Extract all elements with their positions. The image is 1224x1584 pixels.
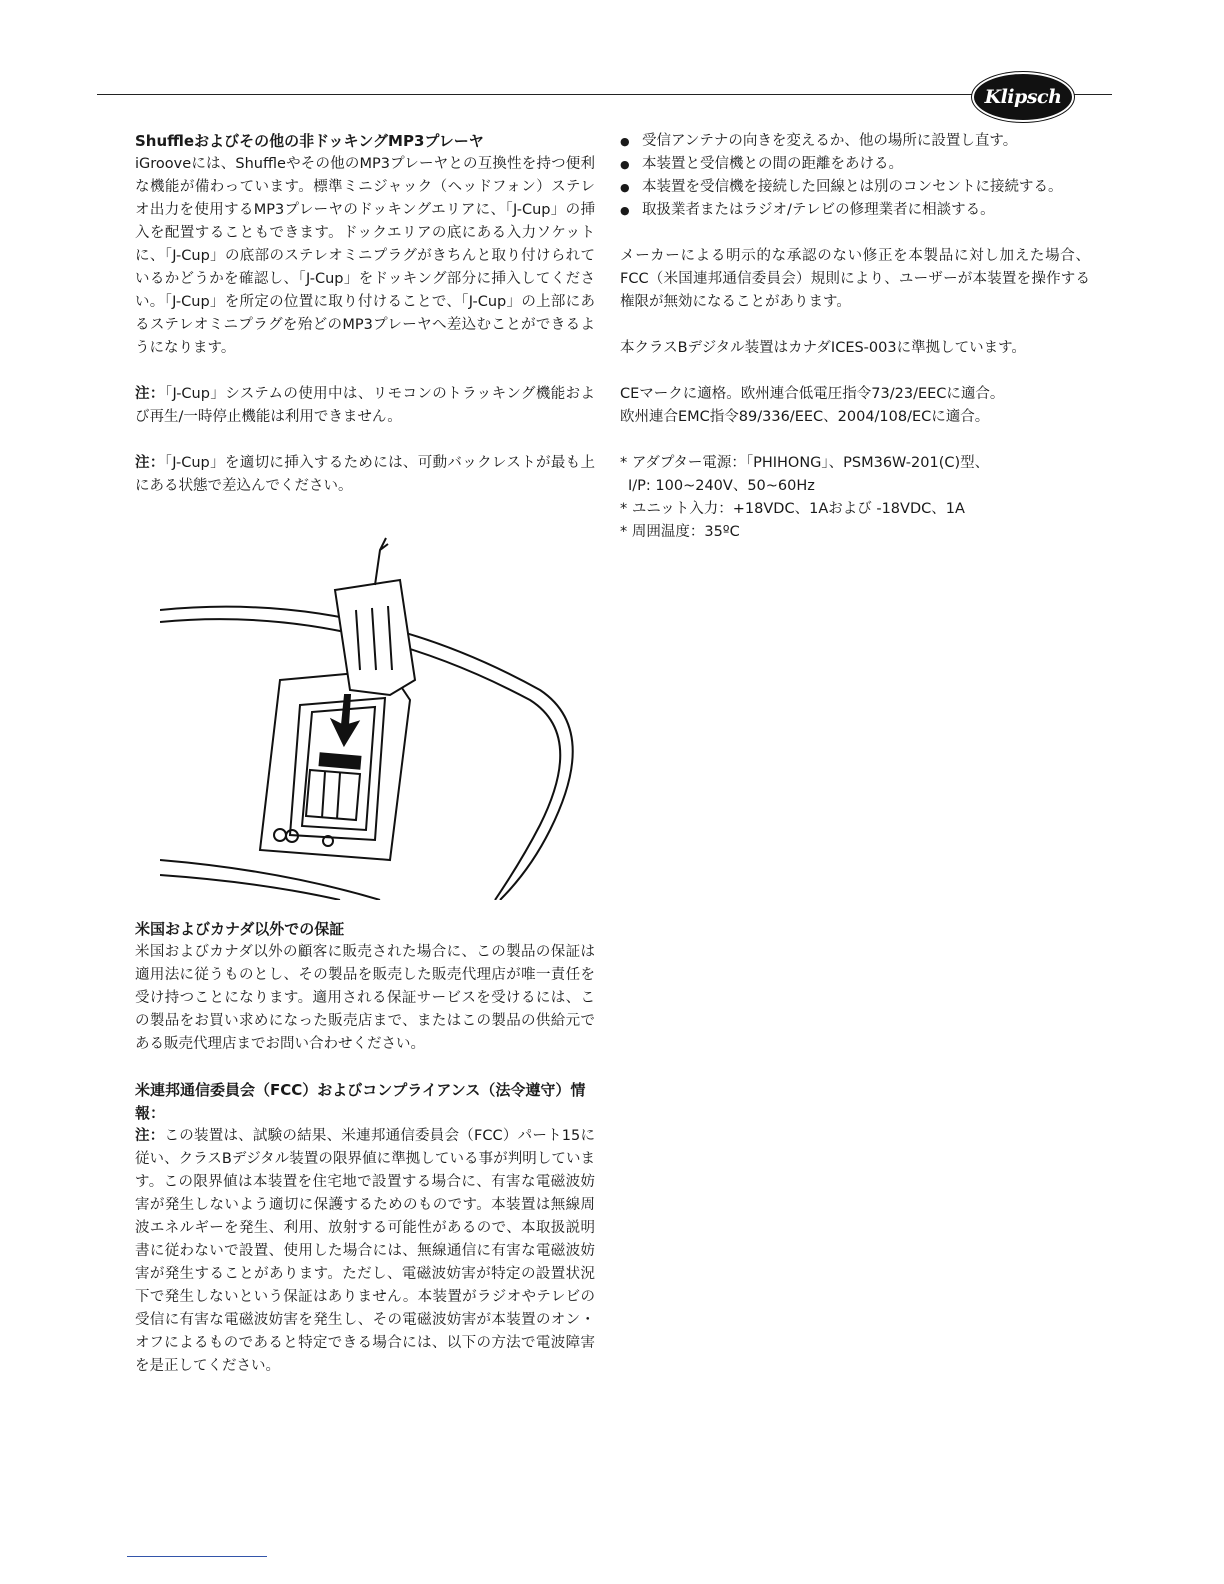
modification-warning: メーカーによる明示的な承認のない修正を本製品に対し加えた場合、FCC（米国連邦通信委員会）規則により、ユーザーが本装置を操作する権限が無効になることがあります。 [620,248,1090,310]
note-label: 注： [135,1128,165,1144]
note-label: 注： [135,455,165,471]
ce-compliance-line-2: 欧州連合EMC指令89/336/EEC、2004/108/ECに適合。 [620,409,990,425]
cradle-icon [260,670,410,860]
j-cup-adapter-icon [335,538,415,695]
note-tracking [135,383,595,429]
spec-adapter-io: I/P: 100~240V、50~60Hz [628,478,815,494]
list-item: ● 本装置と受信機との間の距離をあける。 [620,153,1090,176]
list-item: ● 受信アンテナの向きを変えるか、他の場所に設置し直す。 [620,130,1090,153]
section-body-shuffle: iGrooveには、Shuffleやその他のMP3プレーヤとの互換性を持つ便利な機能が備わっています。標準ミニジャック（ヘッドフォン）ステレオ出力を使用するMP3プレーヤのドッキングエリアに、「J-Cup」の挿入を配置することもできます。ドックエリアの底にある入力ソケットに、「J-Cup」の底部のステレオミニプラグがきちんと取り付けられているかどうかを確認し、「J-Cup」をドッキング部分に挿入してください。「J-Cup」を所定の位置に取り付けることで、「J-Cup」の上部にあるステレオミニプラグを殆どのMP3プレーヤへ差込むことができるようになります。 [135,156,595,356]
section-title-warranty: 米国およびカナダ以外での保証 [135,920,345,938]
note-label: 注： [135,386,165,402]
footer-rule [127,1556,267,1557]
spec-ambient-temperature: * 周囲温度：35ºC [620,524,740,540]
dock-base-curve [160,860,380,900]
interference-remedies-list [620,130,1090,222]
right-column [620,130,1090,544]
note-text: 「J-Cup」システムの使用中は、リモコンのトラッキング機能および再生/一時停止機能は利用できません。 [135,386,595,425]
canada-compliance: 本クラスBデジタル装置はカナダICES-003に準拠しています。 [620,340,1026,356]
section-title-fcc: 米連邦通信委員会（FCC）およびコンプライアンス（法令遵守）情報： [135,1081,586,1122]
note-text: 「J-Cup」を適切に挿入するためには、可動バックレストが最も上にある状態で差込んでください。 [135,455,595,494]
list-item: ● 取扱業者またはラジオ/テレビの修理業者に相談する。 [620,199,1090,222]
klipsch-logo [972,72,1074,122]
spec-unit-input: * ユニット入力：+18VDC、1Aおよび -18VDC、1A [620,501,965,517]
section-title-shuffle: Shuffleおよびその他の非ドッキングMP3プレーヤ [135,132,484,150]
header-rule [97,94,1112,95]
section-body-fcc [135,1125,595,1378]
logo-text: Klipsch [984,86,1062,108]
spec-adapter: * アダプター電源：「PHIHONG」、PSM36W-201(C)型、 [620,455,990,471]
list-item: ● 本装置を受信機を接続した回線とは別のコンセントに接続する。 [620,176,1090,199]
fcc-text: この装置は、試験の結果、米連邦通信委員会（FCC）パート15に従い、クラスBデジタル装置の限界値に準拠している事が判明しています。この限界値は本装置を住宅地で設置する場合に、有害な電磁波妨害が発生しないよう適切に保護するためのものです。本装置は無線周波エネルギーを発生、利用、放射する可能性があるので、本取扱説明書に従わないで設置、使用した場合には、無線通信に有害な電磁波妨害が発生することがあります。ただし、電磁波妨害が特定の設置状況下で発生しないという保証はありません。本装置がラジオやテレビの受信に有害な電磁波妨害を発生し、その電磁波妨害が本装置のオン・オフによるものであると特定できる場合には、以下の方法で電波障害を是正してください。 [135,1128,595,1374]
ce-compliance-line-1: CEマークに適格。欧州連合低電圧指令73/23/EECに適合。 [620,386,1005,402]
note-insert [135,452,595,498]
j-cup-insertion-illustration [160,530,590,900]
dock-base-curve-2 [160,875,340,900]
section-body-warranty: 米国およびカナダ以外の顧客に販売された場合に、この製品の保証は適用法に従うものとし、その製品を販売した販売代理店が唯一責任を受け持つことになります。適用される保証サービスを受けるには、この製品をお買い求めになった販売店まで、またはこの製品の供給元である販売代理店までお問い合わせください。 [135,944,595,1052]
